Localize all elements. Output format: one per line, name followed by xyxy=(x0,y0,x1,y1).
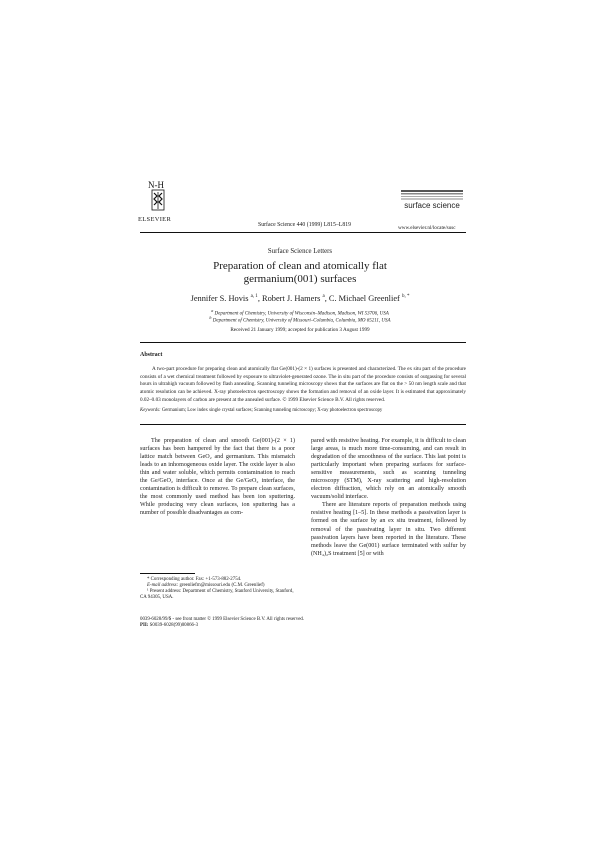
author-affiliation-marker: a xyxy=(322,294,325,300)
email-address[interactable]: greenliefm@missouri.edu (C.M. Greenlief) xyxy=(179,583,265,589)
email-label: E-mail address: xyxy=(147,583,179,589)
article-title xyxy=(0,260,600,286)
abstract-divider xyxy=(140,424,466,425)
author-name: Robert J. Hamers xyxy=(262,294,321,303)
journal-name: surface science xyxy=(404,201,460,210)
page-footer xyxy=(140,617,304,629)
received-dates: Received 21 January 1999; accepted for publication 3 August 1999 xyxy=(230,327,370,333)
footnote-corresponding: * Corresponding author. Fax: +1-573-882-2754. xyxy=(147,577,242,582)
title-line-2: germanium(001) surfaces xyxy=(243,273,357,285)
affiliation-marker: b xyxy=(209,315,212,320)
keywords xyxy=(140,408,466,414)
keywords-label: Keywords: xyxy=(140,408,161,413)
issn-line: 0039-6028/99/$ - see front matter © 1999 Elsevier Science B.V. All rights reserved. xyxy=(140,617,305,622)
elsevier-tree-logo-icon xyxy=(144,179,172,213)
journal-logo-pattern-icon xyxy=(399,189,465,201)
affiliation-text: Department of Chemistry, University of Wisconsin–Madison, Madison, WI 53706, USA xyxy=(214,311,389,317)
abstract-heading: Abstract xyxy=(140,352,163,358)
affiliation-marker: a xyxy=(211,308,214,313)
body-paragraph: The preparation of clean and smooth Ge(001)-(2 × 1) surfaces has been hampered by the fact that there is a poor lattice match between GeO₂ and germanium. This mismatch leads to an inhomogeneous oxide layer. The oxide layer is also thin and water soluble, which permits contamination to reach the Ge/GeO₂ interface. Once at the Ge/GeO₂ interface, the contamination is difficult to remove. To prepare clean surfaces, the most commonly used method has been ion sputtering. While producing very clean surfaces, ion sputtering has a number of possible disadvantages as com- xyxy=(140,438,295,517)
journal-url[interactable]: www.elsevier.nl/locate/susc xyxy=(398,225,456,231)
body-paragraph: There are literature reports of preparation methods using resistive heating [1–5]. In these methods a passivation layer is formed on the surface by an ex situ treatment, followed by removal of the passivating layer in situ. Two different passivation layers have been reported in the literature. These methods leave the Ge(001) surface terminated with sulfur by (NH₄)₂S treatment [5] or with xyxy=(311,502,466,557)
author-separator: , xyxy=(324,294,329,303)
journal-citation: Surface Science 440 (1999) L815–L819 xyxy=(258,222,352,228)
footnote-present-address: ¹ Present address: Department of Chemistry, Stanford University, Stanford, CA 94305, USA. xyxy=(140,589,294,601)
footnotes xyxy=(140,577,295,601)
keywords-list: Germanium; Low index single crystal surfaces; Scanning tunneling microscopy; X-ray photoelectron spectroscopy xyxy=(161,408,383,413)
publisher-name: ELSEVIER xyxy=(138,216,172,223)
pii-value: S0039-6028(99)00866-3 xyxy=(149,623,199,629)
affiliation-text: Department of Chemistry, University of Missouri–Columbia, Columbia, MO 65211, USA xyxy=(212,318,391,324)
journal-logo xyxy=(399,188,465,216)
author-separator: , xyxy=(257,294,262,303)
footnote-divider xyxy=(140,573,195,574)
pii-line xyxy=(140,623,304,629)
body-paragraph: pared with resistive heating. For example, it is difficult to clean large areas, is much more time-consuming, and can result in degradation of the smoothness of the surface. This last point is particularly important when preparing surfaces for surface-sensitive measurements, such as scanning tunneling microscopy (STM), X-ray scattering and high-resolution electron diffraction, which rely on an atomically smooth vacuum/solid interface. xyxy=(311,438,466,501)
publisher-logo-text: N-H xyxy=(148,180,164,190)
author-affiliation-marker: b, * xyxy=(401,294,410,300)
author-name: Jennifer S. Hovis xyxy=(190,294,249,303)
header-divider xyxy=(140,232,466,233)
author-list xyxy=(0,294,600,303)
pii-label: PII: xyxy=(140,623,149,629)
title-line-1: Preparation of clean and atomically flat xyxy=(213,260,387,272)
section-label: Surface Science Letters xyxy=(267,248,333,255)
author-affiliation-marker: a, 1 xyxy=(250,294,258,300)
abstract-body: A two-part procedure for preparing clean and atomically flat Ge(001)-(2 × 1) surfaces is presented and characterized. The ex situ part of the procedure consists of a wet chemical treatment followed by exposure to ultraviolet-generated ozone. The in situ part of the procedure consists of outgassing for several hours in ultrahigh vacuum followed by flash annealing. Scanning tunneling microscopy shows that the surfaces are flat on the > 50 nm length scale and that atomic resolution can be achieved. X-ray photoelectron spectroscopy shows the formation and removal of an oxide layer. It is estimated that approximately 0.02–0.03 monolayers of carbon are present at the annealed surface. © 1999 Elsevier Science B.V. All rights reserved. xyxy=(140,366,466,403)
title-divider xyxy=(140,342,466,343)
body-column-right xyxy=(311,437,466,558)
body-column-left xyxy=(140,437,295,517)
affiliation xyxy=(0,315,600,324)
author-name: C. Michael Greenlief xyxy=(328,294,400,303)
